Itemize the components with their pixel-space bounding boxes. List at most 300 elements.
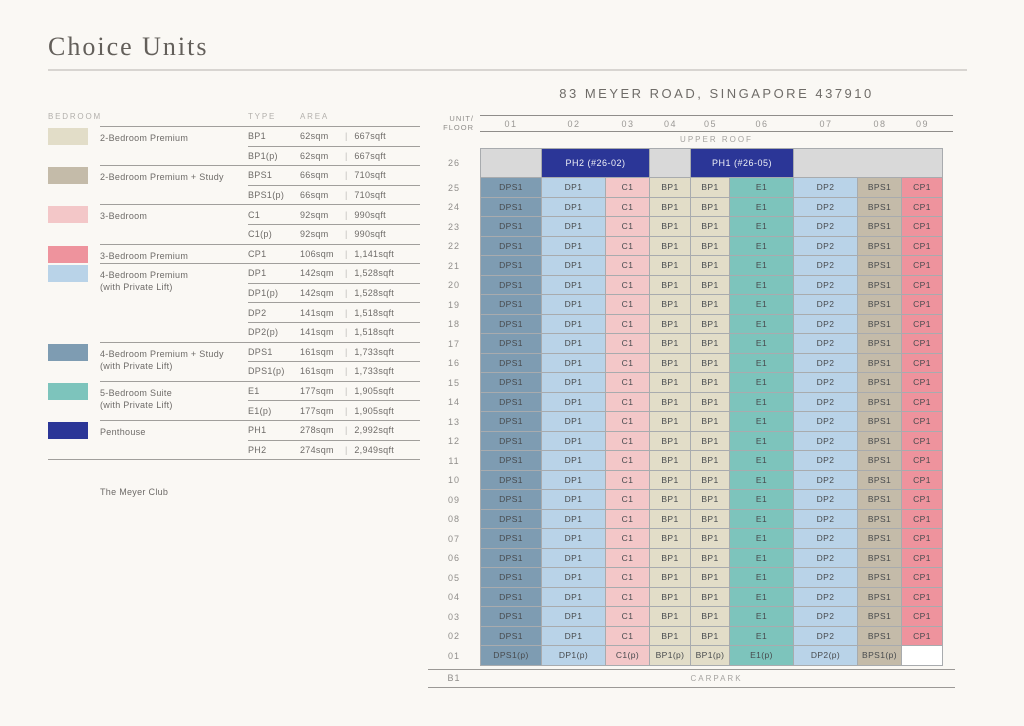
unit-cell: E1 [730,178,794,198]
legend-variant-row [248,264,420,283]
unit-cell: E1 [730,607,794,627]
unit-cell: DP1 [542,451,606,471]
unit-cell: CP1 [902,198,943,218]
legend-group-name [100,382,248,420]
unit-cell: E1 [730,217,794,237]
unit-cell: BP1 [650,198,691,218]
unit-cell: BPS1 [858,334,902,354]
legend-variants [248,421,420,459]
floor-label: 05 [447,572,460,583]
unit-cell: DP1 [542,237,606,257]
unit-cell: DPS1 [480,412,542,432]
unit-area-sqm: 278sqm [300,425,334,436]
area-divider: | [345,307,348,318]
legend-swatch-col [48,381,100,420]
unit-area-sqft: 1,905sqft [354,386,395,397]
legend-variants [248,166,420,204]
legend-variant-row [248,421,420,440]
column-label: 07 [819,118,833,129]
unit-cell: DP2 [794,607,858,627]
legend-group [48,381,420,420]
floor-label: 12 [447,436,460,447]
legend-group-body [100,263,420,341]
unit-cell: BPS1 [858,256,902,276]
unit-cell: DP1 [542,529,606,549]
unit-cell: DP1 [542,334,606,354]
unit-cell: BP1 [691,295,730,315]
legend-meyer-club [48,487,420,497]
unit-cell: C1 [606,334,650,354]
stack-plan [428,86,955,688]
unit-cell: CP1 [902,549,943,569]
unit-cell: C1 [606,549,650,569]
unit-cell: DP2 [794,198,858,218]
floor-label: 17 [447,338,460,349]
legend-swatch [48,383,88,400]
unit-cell: BP1 [650,334,691,354]
unit-cell: BP1 [691,627,730,647]
unit-cell: DP1 [542,627,606,647]
floor-label: 02 [447,631,460,642]
unit-cell: BP1 [691,237,730,257]
unit-type-code: PH2 [248,444,267,455]
unit-cell: BP1 [691,412,730,432]
floor-label: 01 [447,650,460,661]
unit-area-sqft: 710sqft [354,170,386,181]
unit-cell: BP1 [691,510,730,530]
unit-cell: BP1 [691,607,730,627]
unit-area-sqft: 1,905sqft [354,405,395,416]
floor-label: 19 [447,299,460,310]
unit-type-code: DP2 [248,307,267,318]
unit-area-sqft: 990sqft [354,229,386,240]
area-divider: | [345,425,348,436]
unit-cell: E1 [730,237,794,257]
unit-cell [650,148,691,178]
legend-swatch-col [48,204,100,243]
floor-label: 08 [447,514,460,525]
unit-area-sqm: 177sqm [300,405,334,416]
unit-cell: DP2 [794,256,858,276]
legend-group-body [100,381,420,420]
unit-cell: BP1 [691,373,730,393]
legend-variant-row [248,322,420,342]
unit-cell: E1 [730,412,794,432]
legend-swatch [48,422,88,439]
unit-cell: BPS1 [858,510,902,530]
unit-cell: DP1 [542,432,606,452]
unit-cell [794,148,943,178]
unit-cell: C1 [606,627,650,647]
floor-label: 14 [447,397,460,408]
unit-cell: C1 [606,256,650,276]
legend-variants [248,245,420,264]
unit-cell: C1 [606,393,650,413]
unit-cell: CP1 [902,295,943,315]
unit-cell: E1 [730,295,794,315]
unit-cell: BPS1 [858,393,902,413]
unit-cell: DP1 [542,276,606,296]
unit-cell: DPS1 [480,393,542,413]
unit-cell: C1 [606,315,650,335]
legend-variant-row [248,382,420,401]
unit-cell: DP2 [794,588,858,608]
unit-cell: BP1 [650,588,691,608]
unit-cell: BP1 [650,471,691,491]
unit-cell: DP2 [794,315,858,335]
legend-variants [248,343,420,381]
unit-cell: DPS1 [480,373,542,393]
unit-type-code: BP1(p) [248,150,278,161]
legend-group-body [100,165,420,204]
unit-cell: BP1 [650,549,691,569]
legend-group [48,126,420,165]
unit-cell: BPS1 [858,549,902,569]
column-label: 08 [873,118,887,129]
area-divider: | [345,229,348,240]
unit-cell: DP1(p) [542,646,606,666]
unit-cell: BP1 [650,510,691,530]
legend-group [48,204,420,243]
unit-cell: C1 [606,510,650,530]
bedroom-type-subname: (with Private Lift) [100,360,173,371]
unit-cell: CP1 [902,354,943,374]
unit-cell: DPS1 [480,529,542,549]
column-numbers [480,115,953,132]
unit-cell: BP1 [650,432,691,452]
floor-label: 24 [447,202,460,213]
legend-swatch [48,265,88,282]
unit-area-sqft: 1,528sqft [354,288,395,299]
unit-cell: BP1 [691,451,730,471]
unit-area-sqft: 667sqft [354,131,386,142]
bedroom-type-name: 3-Bedroom [100,211,148,222]
floor-label: 20 [447,280,460,291]
unit-cell: C1 [606,295,650,315]
unit-cell: BPS1 [858,471,902,491]
area-divider: | [345,288,348,299]
unit-type-code: CP1 [248,248,267,259]
unit-type-code: E1(p) [248,405,272,416]
unit-cell: DPS1 [480,451,542,471]
unit-cell: DP1 [542,217,606,237]
unit-cell: BP1(p) [691,646,730,666]
unit-area-sqft: 2,992sqft [354,425,395,436]
unit-cell: DP2 [794,354,858,374]
legend-header-area: AREA [300,112,329,121]
legend-group-body [100,244,420,264]
legend-group [48,244,420,264]
legend-group-name [100,343,248,381]
unit-area-sqm: 66sqm [300,190,329,201]
unit-area-sqm: 177sqm [300,386,334,397]
unit-cell: DPS1 [480,276,542,296]
basement-floor-label: B1 [447,673,461,683]
unit-cell: CP1 [902,627,943,647]
unit-cell: DPS1(p) [480,646,542,666]
unit-type-code: C1(p) [248,229,273,240]
bedroom-type-name: Penthouse [100,426,146,437]
column-label: 04 [663,118,677,129]
area-divider: | [345,386,348,397]
unit-cell: BP1 [691,471,730,491]
unit-area-sqft: 1,733sqft [354,366,395,377]
unit-type-code: PH1 [248,425,267,436]
unit-cell: BP1 [650,295,691,315]
unit-cell: DP2 [794,568,858,588]
unit-cell: CP1 [902,334,943,354]
unit-cell: C1 [606,217,650,237]
unit-cell [902,646,943,666]
area-divider: | [345,346,348,357]
floor-label: 26 [447,158,460,168]
legend-group-name [100,421,248,459]
unit-type-code: DP1(p) [248,288,279,299]
unit-area-sqft: 710sqft [354,190,386,201]
unit-cell: BP1 [650,490,691,510]
unit-cell: CP1 [902,315,943,335]
area-divider: | [345,268,348,279]
unit-cell: BPS1(p) [858,646,902,666]
unit-cell: BP1 [650,529,691,549]
floor-label: 11 [448,455,460,466]
unit-type-code: BPS1 [248,170,273,181]
area-divider: | [345,444,348,455]
unit-cell: DP2 [794,237,858,257]
unit-cell: PH2 (#26-02) [542,148,650,178]
legend-group [48,263,420,341]
unit-cell: DP2 [794,334,858,354]
unit-cell: DP2 [794,529,858,549]
legend-groups [48,126,420,460]
unit-cell: DP1 [542,354,606,374]
basement-row [428,669,955,688]
floor-label: 16 [447,358,460,369]
unit-cell: BP1 [650,627,691,647]
floor-label: 22 [447,241,460,252]
legend-swatch-col [48,263,100,341]
unit-type-code: C1 [248,209,261,220]
unit-type-code: E1 [248,386,260,397]
page-title: Choice Units [48,32,209,61]
legend-header-bedroom: BEDROOM [48,112,102,121]
unit-area-sqm: 142sqm [300,288,334,299]
unit-cell: CP1 [902,607,943,627]
unit-cell: BP1 [691,217,730,237]
carpark-label: CARPARK [690,673,743,683]
unit-area-sqft: 1,518sqft [354,307,395,318]
floor-label: 15 [447,377,460,388]
unit-cell: BP1 [650,393,691,413]
area-divider: | [345,405,348,416]
unit-area-sqft: 1,528sqft [354,268,395,279]
floor-label: 07 [447,533,460,544]
floor-label: 21 [447,260,460,271]
unit-cell: C1 [606,568,650,588]
unit-cell: BP1 [650,315,691,335]
unit-cell: BPS1 [858,627,902,647]
unit-cell: E1 [730,471,794,491]
upper-roof-label: UPPER ROOF [680,135,753,144]
unit-cell: DPS1 [480,607,542,627]
unit-cell: DP2 [794,393,858,413]
unit-cell: C1 [606,471,650,491]
legend-group-body [100,420,420,459]
unit-cell: DP1 [542,510,606,530]
unit-cell: DP1 [542,588,606,608]
unit-cell: DP2 [794,451,858,471]
unit-cell: DPS1 [480,627,542,647]
unit-cell: E1 [730,315,794,335]
unit-type-code: DP2(p) [248,327,279,338]
unit-cell: BPS1 [858,412,902,432]
meyer-club-label: The Meyer Club [100,487,169,498]
legend-variant-row [248,127,420,146]
legend-variant-row [248,343,420,362]
unit-type-code: DPS1 [248,346,273,357]
floor-label: 10 [447,475,460,486]
unit-type-code: DP1 [248,268,267,279]
legend-header-type: TYPE [248,112,277,121]
unit-cell: BPS1 [858,295,902,315]
area-divider: | [345,150,348,161]
column-label: 05 [703,118,717,129]
unit-cell: DPS1 [480,198,542,218]
unit-cell: C1 [606,198,650,218]
unit-cell: CP1 [902,373,943,393]
unit-cell: E1 [730,276,794,296]
unit-cell: BP1 [650,607,691,627]
unit-cell: E1 [730,510,794,530]
unit-cell: DPS1 [480,471,542,491]
unit-cell: C1 [606,237,650,257]
legend-group-name [100,245,248,264]
unit-cell: CP1 [902,451,943,471]
legend-variant-row [248,302,420,322]
area-divider: | [345,190,348,201]
legend-variant-row [248,205,420,224]
unit-cell: CP1 [902,178,943,198]
unit-cell: DPS1 [480,315,542,335]
unit-cell: C1(p) [606,646,650,666]
unit-cell: DP2 [794,627,858,647]
legend-variant-row [248,400,420,420]
unit-cell: CP1 [902,256,943,276]
unit-type-code: BPS1(p) [248,190,285,201]
unit-cell: C1 [606,607,650,627]
unit-cell [480,148,542,178]
unit-cell: CP1 [902,510,943,530]
unit-cell: BPS1 [858,315,902,335]
unit-cell: DP2 [794,471,858,491]
unit-cell: BP1 [691,568,730,588]
unit-cell: BP1 [650,373,691,393]
unit-cell: C1 [606,276,650,296]
bedroom-type-name: 2-Bedroom Premium [100,133,189,143]
unit-cell: C1 [606,490,650,510]
unit-type-code: DPS1(p) [248,366,285,377]
floor-label: 04 [447,592,460,603]
unit-cell: DP2(p) [794,646,858,666]
unit-cell: CP1 [902,412,943,432]
unit-cell: CP1 [902,529,943,549]
unit-cell: DP1 [542,315,606,335]
title-divider [48,69,967,71]
unit-cell: DPS1 [480,549,542,569]
unit-cell: E1 [730,334,794,354]
area-divider: | [345,327,348,338]
unit-cell: CP1 [902,471,943,491]
bedroom-type-name: 4-Bedroom Premium + Study [100,348,224,359]
legend-group-name [100,127,248,165]
unit-cell: BPS1 [858,178,902,198]
unit-cell: C1 [606,588,650,608]
legend-variant-row [248,361,420,381]
unit-cell: BPS1 [858,607,902,627]
unit-cell: BPS1 [858,373,902,393]
unit-cell: DP1 [542,607,606,627]
unit-cell: E1 [730,354,794,374]
unit-area-sqm: 274sqm [300,444,334,455]
unit-cell: DP1 [542,568,606,588]
unit-cell: CP1 [902,432,943,452]
unit-cell: DPS1 [480,510,542,530]
area-divider: | [345,170,348,181]
column-label: 02 [567,118,581,129]
unit-cell: E1 [730,451,794,471]
legend-swatch [48,344,88,361]
unit-area-sqft: 667sqft [354,150,386,161]
unit-area-sqft: 2,949sqft [354,444,395,455]
unit-cell: DP1 [542,373,606,393]
unit-cell: C1 [606,432,650,452]
unit-cell: BP1 [691,198,730,218]
bedroom-type-name: 5-Bedroom Suite [100,387,173,398]
bedroom-type-name: 2-Bedroom Premium + Study [100,172,224,183]
area-divider: | [345,248,348,259]
unit-cell: CP1 [902,490,943,510]
unit-cell: DP1 [542,295,606,315]
unit-cell: BPS1 [858,354,902,374]
legend-variant-row [248,185,420,205]
legend-variants [248,264,420,341]
unit-cell: DP2 [794,432,858,452]
unit-cell: C1 [606,412,650,432]
legend-swatch-col [48,126,100,165]
unit-cell: BP1 [650,354,691,374]
legend-group-name [100,166,248,204]
floor-label: 06 [447,553,460,564]
unit-cell: DP1 [542,412,606,432]
legend-variants [248,382,420,420]
unit-area-sqm: 92sqm [300,229,329,240]
bedroom-type-name: 4-Bedroom Premium [100,270,189,281]
column-label: 01 [504,118,518,129]
legend-variants [248,205,420,243]
unit-cell: BPS1 [858,490,902,510]
area-divider: | [345,209,348,220]
unit-cell: DP2 [794,276,858,296]
unit-cell: DPS1 [480,334,542,354]
unit-cell: CP1 [902,588,943,608]
unit-cell: BP1(p) [650,646,691,666]
floor-label: 13 [447,416,460,427]
unit-cell: BP1 [691,529,730,549]
unit-area-sqft: 1,141sqft [354,248,395,259]
unit-cell: BPS1 [858,237,902,257]
unit-cell: BP1 [691,393,730,413]
legend-variants [248,127,420,165]
